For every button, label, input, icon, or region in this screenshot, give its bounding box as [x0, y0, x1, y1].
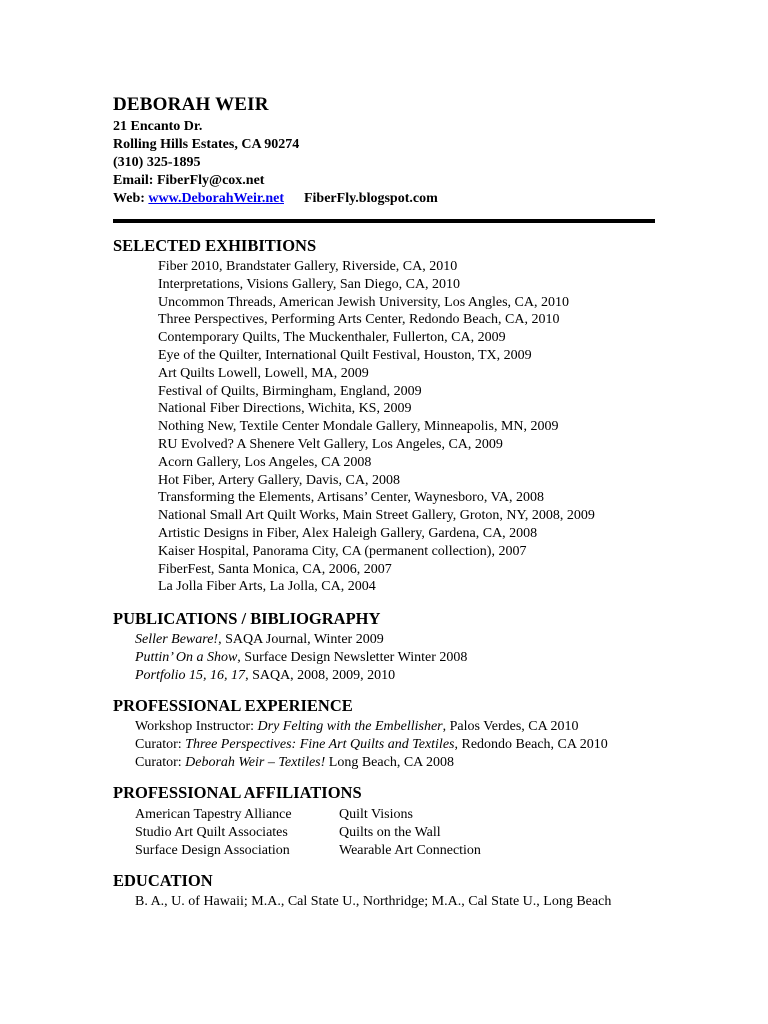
- website-link[interactable]: www.DeborahWeir.net: [148, 191, 284, 206]
- exhibitions-list: [158, 258, 595, 596]
- exhibition-item: Hot Fiber, Artery Gallery, Davis, CA, 2008: [158, 472, 400, 488]
- experience-role: Curator:: [135, 736, 186, 752]
- contact-block: [113, 118, 438, 208]
- address-line-2: Rolling Hills Estates, CA 90274: [113, 137, 300, 152]
- experience-title: Dry Felting with the Embellisher: [257, 719, 443, 734]
- publication-item: [135, 649, 467, 667]
- exhibition-item: RU Evolved? A Shenere Velt Gallery, Los Angeles, CA, 2009: [158, 436, 503, 452]
- experience-role: Workshop Instructor:: [135, 719, 258, 734]
- resume-name: DEBORAH WEIR: [113, 94, 269, 115]
- publications-list: [135, 631, 467, 684]
- publication-detail: , Surface Design Newsletter Winter 2008: [237, 649, 468, 665]
- publication-title: Puttin’ On a Show: [135, 649, 238, 665]
- exhibition-item: Uncommon Threads, American Jewish University, Los Angles, CA, 2010: [158, 294, 570, 310]
- exhibition-item: FiberFest, Santa Monica, CA, 2006, 2007: [158, 561, 392, 577]
- exhibition-item: Art Quilts Lowell, Lowell, MA, 2009: [158, 365, 369, 381]
- affiliation-item: Quilts on the Wall: [339, 824, 441, 840]
- publication-title: Seller Beware!: [135, 632, 219, 647]
- experience-role: Curator:: [135, 754, 186, 770]
- web-label: Web:: [113, 191, 149, 206]
- experience-title: Three Perspectives: Fine Art Quilts and Textiles: [185, 736, 455, 752]
- exhibition-item: Interpretations, Visions Gallery, San Diego, CA, 2010: [158, 276, 461, 292]
- exhibition-item: Contemporary Quilts, The Muckenthaler, Fullerton, CA, 2009: [158, 330, 506, 346]
- email-line: [113, 172, 438, 190]
- phone-number: (310) 325-1895: [113, 155, 201, 170]
- experience-detail: , Redondo Beach, CA 2010: [454, 736, 608, 752]
- experience-title: Deborah Weir – Textiles!: [185, 754, 326, 770]
- exhibition-item: National Fiber Directions, Wichita, KS, 2009: [158, 401, 412, 417]
- exhibition-item: Acorn Gallery, Los Angeles, CA 2008: [158, 454, 372, 470]
- affiliation-item: Wearable Art Connection: [339, 842, 481, 858]
- experience-item: [135, 754, 608, 772]
- exhibition-item: Kaiser Hospital, Panorama City, CA (permanent collection), 2007: [158, 543, 527, 559]
- exhibition-item: Artistic Designs in Fiber, Alex Haleigh Gallery, Gardena, CA, 2008: [158, 525, 538, 541]
- exhibition-item: Festival of Quilts, Birmingham, England, 2009: [158, 383, 422, 399]
- affiliation-item: American Tapestry Alliance: [135, 807, 292, 822]
- affiliation-item: Studio Art Quilt Associates: [135, 824, 288, 840]
- exhibition-item: Nothing New, Textile Center Mondale Gallery, Minneapolis, MN, 2009: [158, 419, 559, 435]
- exhibitions-heading: SELECTED EXHIBITIONS: [113, 236, 317, 255]
- address-line-1: 21 Encanto Dr.: [113, 119, 203, 134]
- exhibition-item: Three Perspectives, Performing Arts Center, Redondo Beach, CA, 2010: [158, 312, 560, 328]
- publications-heading: PUBLICATIONS / BIBLIOGRAPHY: [113, 609, 381, 628]
- exhibition-item: Fiber 2010, Brandstater Gallery, Riverside, CA, 2010: [158, 259, 458, 274]
- education-text: B. A., U. of Hawaii; M.A., Cal State U., Northridge; M.A., Cal State U., Long Beach: [135, 894, 612, 909]
- experience-list: [135, 718, 608, 771]
- publication-title: Portfolio 15, 16, 17: [135, 667, 246, 683]
- web-line: [113, 190, 438, 208]
- exhibition-item: Transforming the Elements, Artisans’ Center, Waynesboro, VA, 2008: [158, 490, 544, 506]
- publication-item: [135, 631, 467, 649]
- experience-detail: , Palos Verdes, CA 2010: [442, 719, 579, 734]
- publication-item: [135, 667, 467, 685]
- header-divider: [113, 219, 655, 223]
- experience-item: [135, 736, 608, 754]
- publication-detail: , SAQA Journal, Winter 2009: [218, 632, 384, 647]
- blog-address: FiberFly.blogspot.com: [303, 191, 438, 206]
- email-label: Email:: [113, 173, 157, 188]
- exhibition-item: National Small Art Quilt Works, Main Street Gallery, Groton, NY, 2008, 2009: [158, 508, 595, 524]
- affiliations-left-column: [135, 806, 292, 859]
- experience-heading: PROFESSIONAL EXPERIENCE: [113, 696, 353, 715]
- publication-detail: , SAQA, 2008, 2009, 2010: [245, 667, 396, 683]
- experience-detail: Long Beach, CA 2008: [325, 754, 454, 770]
- email-address: FiberFly@cox.net: [156, 173, 265, 188]
- education-heading: EDUCATION: [113, 871, 213, 890]
- exhibition-item: Eye of the Quilter, International Quilt Festival, Houston, TX, 2009: [158, 347, 532, 363]
- affiliation-item: Surface Design Association: [135, 842, 290, 858]
- affiliation-item: Quilt Visions: [339, 807, 413, 822]
- exhibition-item: La Jolla Fiber Arts, La Jolla, CA, 2004: [158, 579, 376, 595]
- affiliations-heading: PROFESSIONAL AFFILIATIONS: [113, 783, 362, 802]
- affiliations-right-column: [339, 806, 481, 859]
- experience-item: [135, 718, 608, 736]
